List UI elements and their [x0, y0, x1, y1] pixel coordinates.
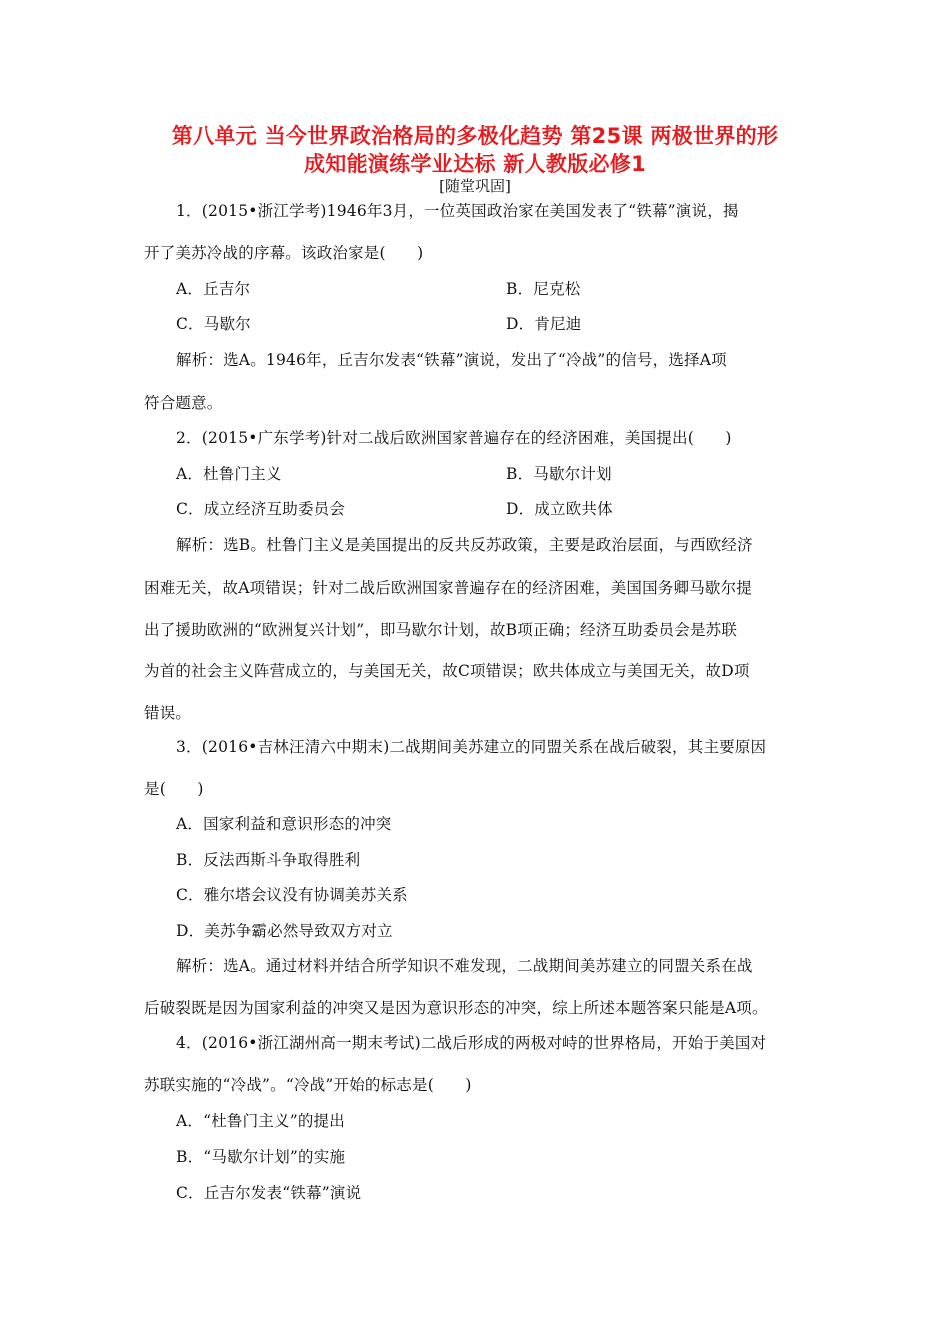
q2-stem-line-1: 2．(2015•广东学考)针对二战后欧洲国家普遍存在的经济困难，美国提出( ) — [176, 429, 732, 447]
q2-option-d: D．成立欧共体 — [506, 500, 613, 518]
document-title-line-1: 第八单元 当今世界政治格局的多极化趋势 第25课 两极世界的形 — [171, 124, 779, 148]
q2-analysis-line-3: 出了援助欧洲的“欧洲复兴计划”，即马歇尔计划，故B项正确；经济互助委员会是苏联 — [144, 621, 738, 639]
q3-option-a: A．国家利益和意识形态的冲突 — [176, 815, 392, 833]
q3-analysis-line-2: 后破裂既是因为国家利益的冲突又是因为意识形态的冲突，综上所述本题答案只能是A项。 — [144, 999, 768, 1017]
q2-option-a: A．杜鲁门主义 — [176, 465, 282, 483]
section-tag: [随堂巩固] — [439, 177, 511, 195]
q1-option-b: B．尼克松 — [506, 280, 581, 298]
q4-option-a: A．“杜鲁门主义”的提出 — [176, 1112, 345, 1130]
q1-stem-line-2: 开了美苏冷战的序幕。该政治家是( ) — [144, 244, 424, 262]
q3-stem-line-2: 是( ) — [144, 780, 204, 798]
q4-stem-line-1: 4．(2016•浙江湖州高一期末考试)二战后形成的两极对峙的世界格局，开始于美国对 — [176, 1034, 767, 1052]
q4-option-c: C．丘吉尔发表“铁幕”演说 — [176, 1184, 362, 1202]
q4-option-b: B．“马歇尔计划”的实施 — [176, 1148, 346, 1166]
q2-analysis-line-5: 错误。 — [144, 704, 192, 722]
q1-option-a: A．丘吉尔 — [176, 280, 251, 298]
q1-option-d: D．肯尼迪 — [506, 315, 582, 333]
q2-option-b: B．马歇尔计划 — [506, 465, 612, 483]
q4-stem-line-2: 苏联实施的“冷战”。“冷战”开始的标志是( ) — [144, 1076, 472, 1094]
q3-analysis-line-1: 解析：选A。通过材料并结合所学知识不难发现，二战期间美苏建立的同盟关系在战 — [176, 957, 753, 975]
q1-analysis-line-1: 解析：选A。1946年，丘吉尔发表“铁幕”演说，发出了“冷战”的信号，选择A项 — [176, 351, 727, 369]
q3-option-b: B．反法西斯斗争取得胜利 — [176, 851, 361, 869]
q1-stem-line-1: 1．(2015•浙江学考)1946年3月，一位英国政治家在美国发表了“铁幕”演说，揭 — [176, 202, 739, 220]
q3-option-d: D．美苏争霸必然导致双方对立 — [176, 922, 393, 940]
q2-analysis-line-2: 困难无关，故A项错误；针对二战后欧洲国家普遍存在的经济困难，美国国务卿马歇尔提 — [144, 579, 752, 597]
q2-analysis-line-4: 为首的社会主义阵营成立的，与美国无关，故C项错误；欧共体成立与美国无关，故D项 — [144, 662, 750, 680]
q2-analysis-line-1: 解析：选B。杜鲁门主义是美国提出的反共反苏政策，主要是政治层面，与西欧经济 — [176, 536, 753, 554]
q3-option-c: C．雅尔塔会议没有协调美苏关系 — [176, 886, 408, 904]
document-title-line-2: 成知能演练学业达标 新人教版必修1 — [303, 152, 647, 176]
q1-analysis-line-2: 符合题意。 — [144, 394, 223, 412]
q2-option-c: C．成立经济互助委员会 — [176, 500, 346, 518]
q1-option-c: C．马歇尔 — [176, 315, 251, 333]
q3-stem-line-1: 3．(2016•吉林汪清六中期末)二战期间美苏建立的同盟关系在战后破裂，其主要原因 — [176, 738, 767, 756]
